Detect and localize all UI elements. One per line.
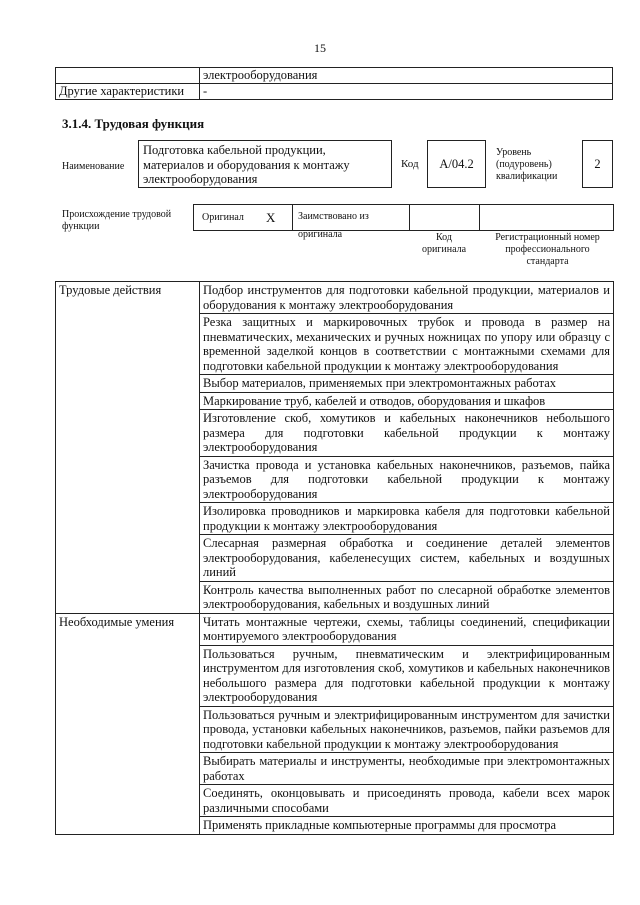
- table-row: [56, 84, 613, 100]
- skill-item: Применять прикладные компьютерные программы для просмотра: [200, 817, 614, 835]
- skill-item: Читать монтажные чертежи, схемы, таблицы соединений, спецификации монтируемого электрооборудования: [200, 613, 614, 645]
- registration-number-caption: Регистрационный номер профессионального стандарта: [495, 232, 600, 267]
- labor-action-item: Контроль качества выполненных работ по слесарной обработке элементов электрооборудования, кабельных и воздушных линий: [200, 581, 614, 613]
- labor-function-table: [55, 281, 614, 835]
- original-cell: [193, 204, 293, 231]
- labor-action-item: Маркирование труб, кабелей и отводов, оборудования и шкафов: [200, 392, 614, 410]
- other-characteristics-label: Другие характеристики: [56, 84, 200, 100]
- skill-item: Соединять, оконцовывать и присоединять провода, кабели всех марок различными способами: [200, 785, 614, 817]
- page-number: 15: [314, 41, 326, 55]
- table-row: [56, 282, 614, 314]
- skill-item: Выбирать материалы и инструменты, необходимые при электромонтажных работах: [200, 753, 614, 785]
- code-label: Код: [401, 158, 419, 170]
- table-row: [56, 68, 613, 84]
- qualification-level: 2: [582, 140, 613, 188]
- labor-action-item: Изолировка проводников и маркировка кабеля для подготовки кабельной продукции к монтажу электрооборудования: [200, 503, 614, 535]
- labor-actions-label: Трудовые действия: [56, 282, 200, 614]
- function-name: Подготовка кабельной продукции, материалов и оборудования к монтажу электрооборудования: [138, 140, 392, 188]
- level-label: Уровень (подуровень) квалификации: [496, 147, 558, 182]
- original-code-cell: [409, 204, 480, 231]
- registration-number-cell: [479, 204, 614, 231]
- other-characteristics-value: -: [200, 84, 613, 100]
- labor-action-item: Резка защитных и маркировочных трубок и провода в размер на пневматических, механических и ручных ножницах по упору или образцу с временной заделкой концов в соответствии с монтажными схемами для подготовки кабельной продукции к монтажу электрооборудования: [200, 314, 614, 375]
- origin-label: Происхождение трудовой функции: [62, 209, 172, 232]
- original-mark: X: [266, 210, 276, 225]
- table-row: [56, 613, 614, 645]
- labor-action-item: Слесарная размерная обработка и соединение деталей элементов электрооборудования, кабеленесущих систем, кабельных и воздушных линий: [200, 535, 614, 582]
- labor-action-item: Изготовление скоб, хомутиков и кабельных наконечников небольшого размера для подготовки кабельной продукции к монтажу электрооборудования: [200, 410, 614, 457]
- borrowed-cell: [292, 204, 410, 240]
- skill-item: Пользоваться ручным, пневматическим и электрифицированным инструментом для изготовления скоб, хомутиков и кабельных наконечников небольшого размера для подготовки кабельной продукции к монтажу электрооборудования: [200, 645, 614, 706]
- section-title: 3.1.4. Трудовая функция: [62, 116, 205, 131]
- continuation-value: электрооборудования: [200, 68, 613, 84]
- continuation-label: [56, 68, 200, 84]
- skills-label: Необходимые умения: [56, 613, 200, 834]
- name-label: Наименование: [62, 161, 125, 172]
- skill-item: Пользоваться ручным и электрифицированным инструментом для зачистки провода, установки кабельных наконечников, разъемов, пайки разъемов для подготовки кабельной продукции к монтажу электрооборудования: [200, 706, 614, 753]
- original-label: Оригинал: [202, 212, 244, 223]
- borrowed-label: Заимствовано из оригинала: [298, 211, 369, 240]
- function-code: A/04.2: [427, 140, 486, 188]
- original-code-caption: Код оригинала: [421, 232, 467, 255]
- labor-action-item: Выбор материалов, применяемых при электромонтажных работах: [200, 375, 614, 393]
- labor-action-item: Подбор инструментов для подготовки кабельной продукции, материалов и оборудования к монтажу электрооборудования: [200, 282, 614, 314]
- labor-action-item: Зачистка провода и установка кабельных наконечников, разъемов, пайка разъемов для подготовки кабельной продукции к монтажу электрооборудования: [200, 456, 614, 503]
- continuation-table: [55, 67, 613, 100]
